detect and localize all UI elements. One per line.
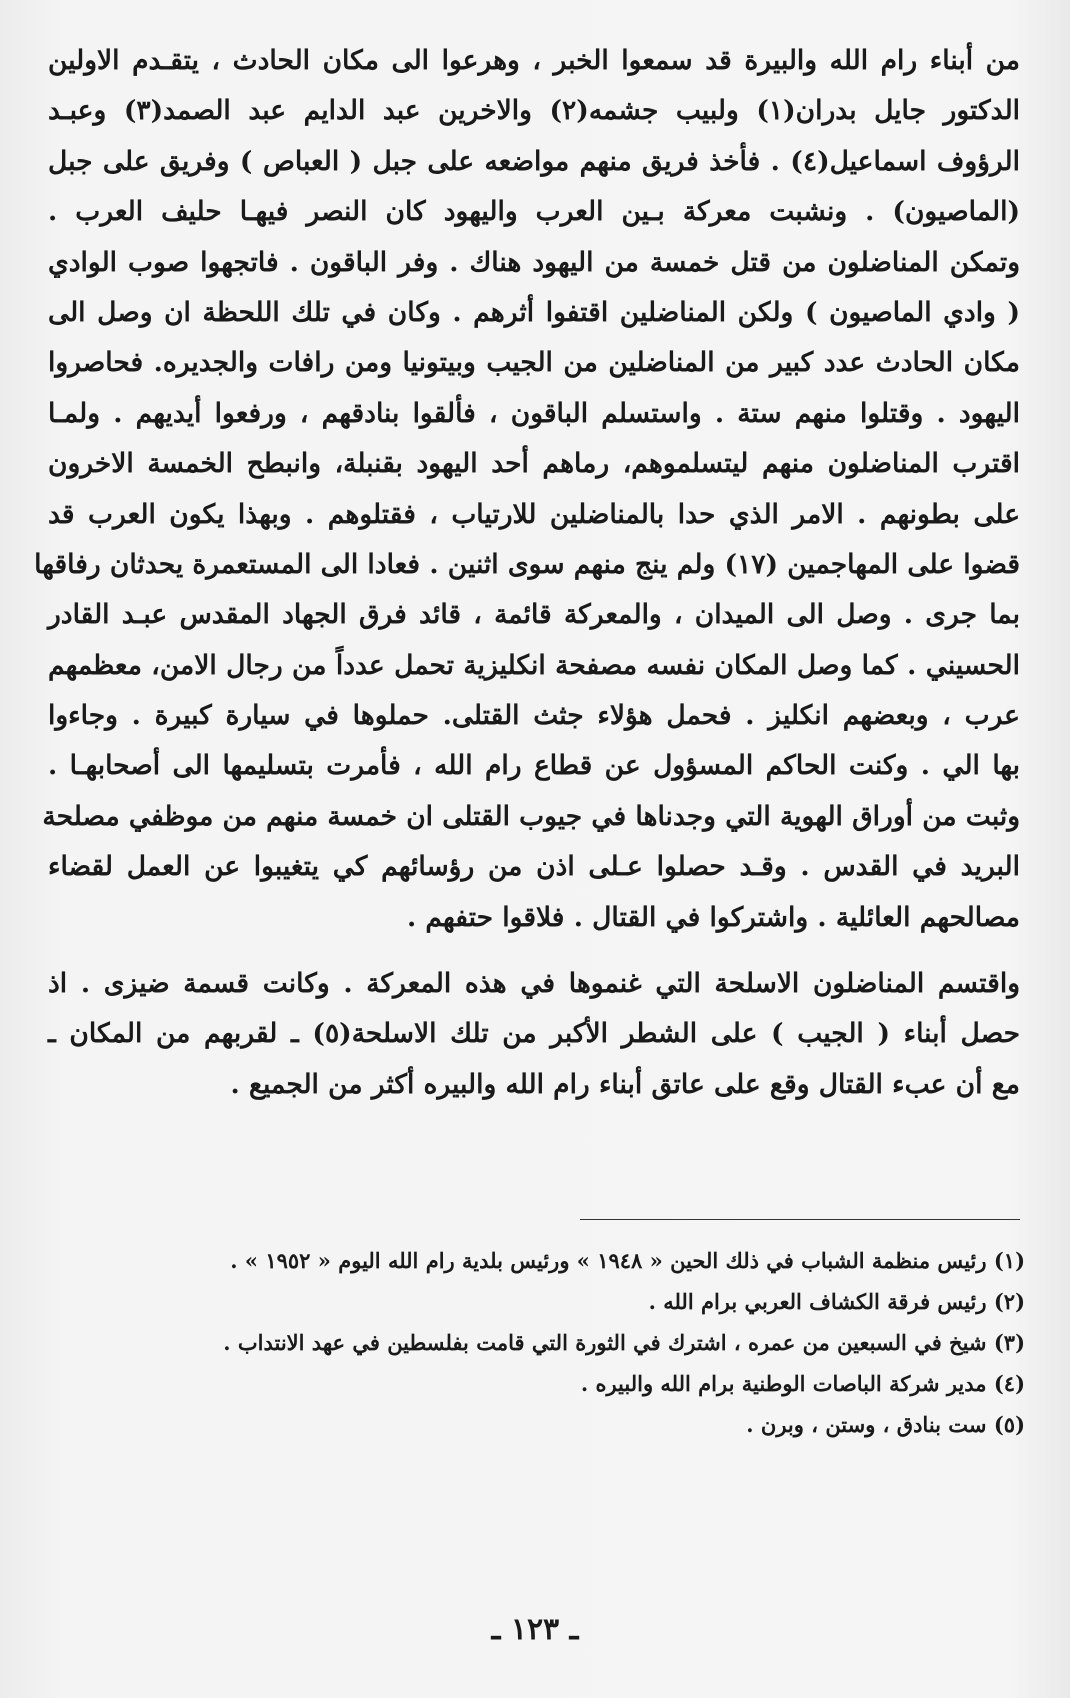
text-line: الدكتور جايل بدران(١) ولبيب جشمه(٢) والاخرين عبد الدايم عبد الصمد(٣) وعبـد (48, 95, 1021, 127)
footnotes (75, 1240, 1025, 1445)
text-line: اليهود . وقتلوا منهم ستة . واستسلم الباقون ، فألقوا بنادقهم ، ورفعوا أيديهم . ولمـا (48, 397, 1020, 429)
footnote-4: (٤) مدير شركة الباصات الوطنية برام الله والبيره . (580, 1371, 1025, 1396)
text-line: بها الي . وكنت الحاكم المسؤول عن قطاع رام الله ، فأمرت بتسليمها الى أصحابهـا . (48, 750, 1020, 782)
text-line: واقتسم المناضلون الاسلحة التي غنموها في هذه المعركة . وكانت قسمة ضيزى . اذ (48, 968, 1020, 1000)
text-line: الحسيني . كما وصل المكان نفسه مصفحة انكليزية تحمل عدداً من رجال الامن، معظمهم (48, 649, 1020, 681)
text-line: وتمكن المناضلون من قتل خمسة من اليهود هناك . وفر الباقون . فاتجهوا صوب الوادي (48, 246, 1020, 278)
paragraph-2 (48, 959, 1020, 1110)
main-text (34, 36, 1021, 1110)
text-line: ( وادي الماصيون ) ولكن المناضلين اقتفوا أثرهم . وكان في تلك اللحظة ان وصل الى (48, 296, 1020, 328)
text-line: مع أن عبء القتال وقع على عاتق أبناء رام الله والبيره أكثر من الجميع . (230, 1068, 1020, 1100)
footnote-3: (٣) شيخ في السبعين من عمره ، اشترك في الثورة التي قامت بفلسطين في عهد الانتداب . (223, 1330, 1025, 1355)
footnote-separator (580, 1219, 1020, 1220)
paragraph-1 (34, 36, 1021, 943)
text-line: مكان الحادث عدد كبير من المناضلين من الجيب وبيتونيا ومن رافات والجديره. فحاصروا (48, 347, 1020, 379)
text-line: عرب ، وبعضهم انكليز . فحمل هؤلاء جثث القتلى. حملوها في سيارة كبيرة . وجاءوا (48, 700, 1020, 732)
text-line: وثبت من أوراق الهوية التي وجدناها في جيوب القتلى ان خمسة منهم من موظفي مصلحة (42, 800, 1020, 832)
footnote-2: (٢) رئيس فرقة الكشاف العربي برام الله . (648, 1289, 1025, 1314)
text-line: البريد في القدس . وقـد حصلوا عـلى اذن من رؤسائهم كي يتغيبوا عن العمل لقضاء (48, 851, 1020, 883)
text-line: بما جرى . وصل الى الميدان ، والمعركة قائمة ، قائد فرق الجهاد المقدس عبـد القادر (48, 599, 1020, 631)
text-line: الرؤوف اسماعيل(٤) . فأخذ فريق منهم مواضعه على جبل ( العباص ) وفريق على جبل (48, 145, 1020, 177)
footnote-5: (٥) ست بنادق ، وستن ، وبرن . (746, 1412, 1025, 1437)
text-line: قضوا على المهاجمين (١٧) ولم ينج منهم سوى اثنين . فعادا الى المستعمرة يحدثان رفاقها (34, 548, 1020, 580)
text-line: حصل أبناء ( الجيب ) على الشطر الأكبر من تلك الاسلحة(٥) ـ لقربهم من المكان ـ (48, 1018, 1020, 1050)
text-line: اقترب المناضلون منهم ليتسلموهم، رماهم أحد اليهود بقنبلة، وانبطح الخمسة الاخرون (48, 448, 1020, 480)
text-line: من أبناء رام الله والبيرة قد سمعوا الخبر ، وهرعوا الى مكان الحادث ، يتقـدم الاولين (48, 45, 1020, 76)
text-line: (الماصيون) . ونشبت معركة بـين العرب واليهود كان النصر فيهـا حليف العرب . (48, 196, 1020, 228)
paragraph-gap (48, 943, 1020, 959)
page-number: ـ ١٢٣ ـ (491, 1612, 579, 1647)
text-line: مصالحهم العائلية . واشتركوا في القتال . فلاقوا حتفهم . (406, 901, 1020, 933)
text-line: على بطونهم . الامر الذي حدا بالمناضلين للارتياب ، فقتلوهم . وبهذا يكون العرب قد (48, 498, 1020, 530)
footnote-1: (١) رئيس منظمة الشباب في ذلك الحين « ١٩٤٨ » ورئيس بلدية رام الله اليوم « ١٩٥٢ » . (230, 1248, 1025, 1273)
